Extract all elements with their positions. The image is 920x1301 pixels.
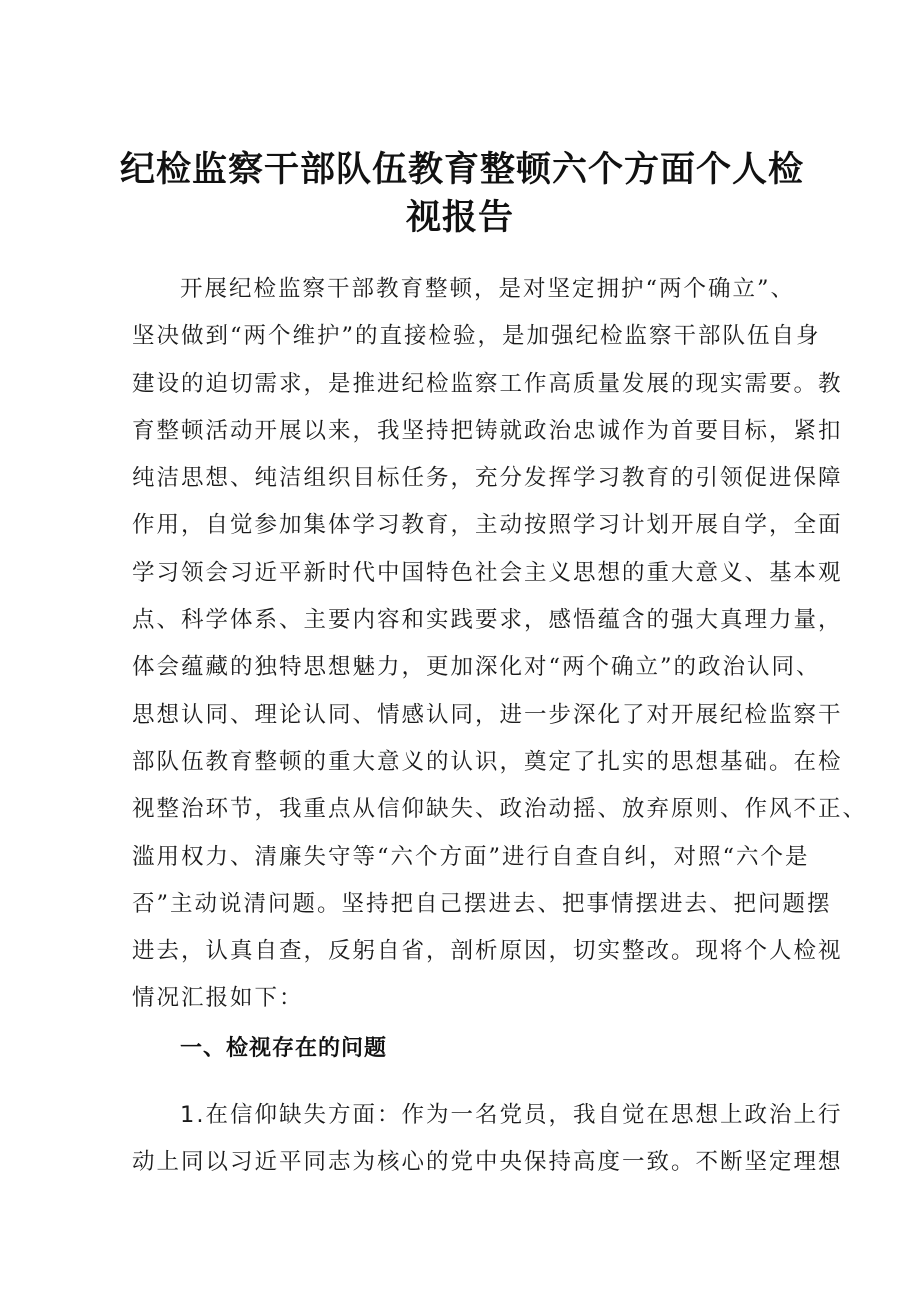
intro-line: 坚决做到“两个维护”的直接检验，是加强纪检监察干部队伍自身 — [132, 323, 821, 350]
intro-line: 视整治环节，我重点从信仰缺失、政治动摇、放弃原则、作风不正、 — [132, 796, 868, 823]
intro-line: 滥用权力、清廉失守等“六个方面”进行自查自纠，对照“六个是 — [132, 843, 810, 870]
intro-paragraph — [132, 266, 868, 1023]
item-1-paragraph — [132, 1092, 843, 1187]
section-1-heading: 一、检视存在的问题 — [180, 1036, 388, 1061]
intro-line: 育整顿活动开展以来，我坚持把铸就政治忠诚作为首要目标，紧扣 — [132, 417, 843, 444]
item-1-line-2: 动上同以习近平同志为核心的党中央保持高度一致。不断坚定理想 — [132, 1149, 843, 1176]
intro-line: 部队伍教育整顿的重大意义的认识，奠定了扎实的思想基础。在检 — [132, 748, 843, 775]
intro-line: 体会蕴藏的独特思想魅力，更加深化对“两个确立”的政治认同、 — [132, 654, 821, 681]
intro-line: 作用，自觉参加集体学习教育，主动按照学习计划开展自学，全面 — [132, 512, 843, 539]
intro-line: 否”主动说清问题。坚持把自己摆进去、把事情摆进去、把问题摆 — [132, 890, 832, 917]
document-title-line-1: 纪检监察干部队伍教育整顿六个方面个人检 — [120, 150, 805, 190]
document-title-line-2: 视报告 — [405, 198, 514, 238]
intro-line: 开展纪检监察干部教育整顿，是对坚定拥护“两个确立”、 — [180, 276, 796, 302]
intro-line: 学习领会习近平新时代中国特色社会主义思想的重大意义、基本观 — [132, 559, 843, 586]
intro-line: 点、科学体系、主要内容和实践要求，感悟蕴含的强大真理力量， — [132, 607, 843, 634]
intro-line: 纯洁思想、纯洁组织目标任务，充分发挥学习教育的引领促进保障 — [132, 465, 843, 492]
intro-line: 进去，认真自查，反躬自省，剖析原因，切实整改。现将个人检视 — [132, 938, 843, 965]
item-1-number: 1. — [180, 1102, 206, 1128]
item-1-line-1 — [132, 1092, 843, 1139]
intro-line: 情况汇报如下： — [132, 985, 304, 1012]
intro-line: 建设的迫切需求，是推进纪检监察工作高质量发展的现实需要。教 — [132, 370, 843, 397]
intro-line: 思想认同、理论认同、情感认同，进一步深化了对开展纪检监察干 — [132, 701, 843, 728]
item-1-text: 在信仰缺失方面：作为一名党员，我自觉在思想上政治上行 — [205, 1102, 843, 1128]
